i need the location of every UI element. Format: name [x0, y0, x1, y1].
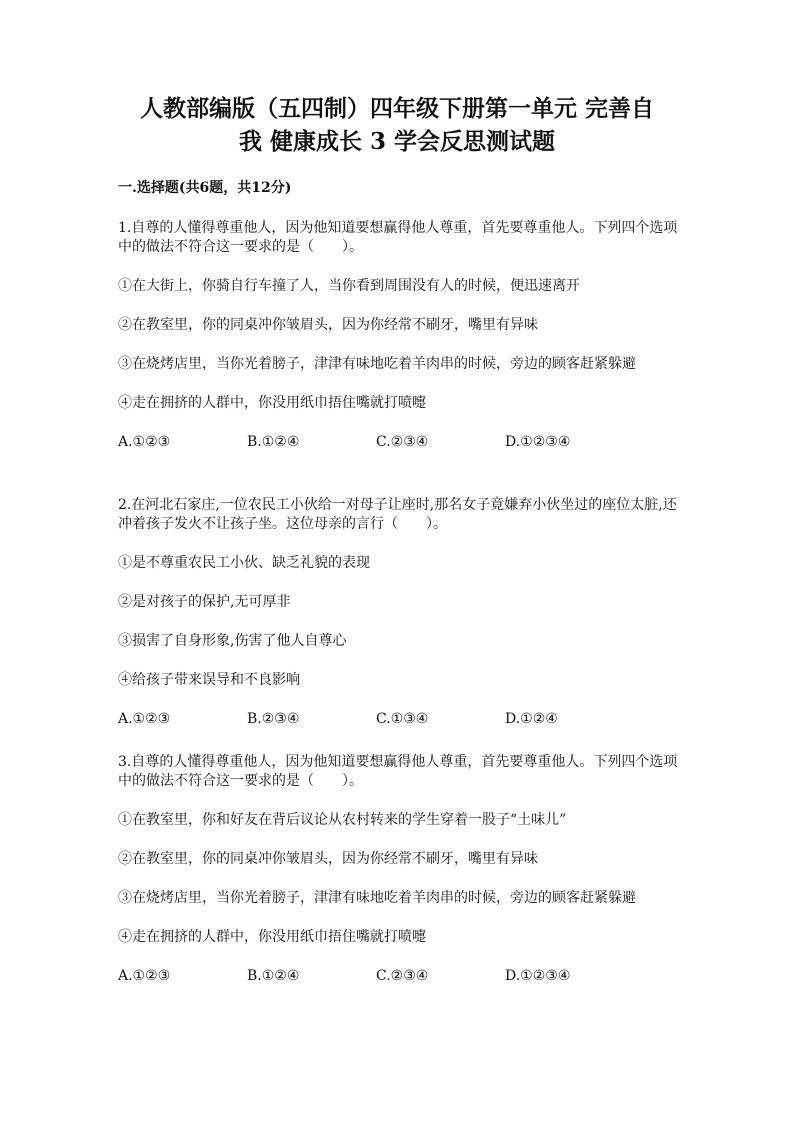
question-statement: ④走在拥挤的人群中，你没用纸巾捂住嘴就打喷嚏 [118, 395, 426, 411]
question-statement: ③在烧烤店里，当你光着膀子，津津有味地吃着羊肉串的时候，旁边的顾客赶紧躲避 [118, 356, 636, 372]
answer-option-d[interactable]: D.①②③④ [505, 434, 571, 450]
answer-option-b[interactable]: B.②③④ [247, 711, 300, 727]
answer-option-d[interactable]: D.①②③④ [505, 968, 571, 984]
section-heading: 一.选择题(共6题，共12分) [118, 180, 292, 196]
question-statement: ①在大街上，你骑自行车撞了人，当你看到周围没有人的时候，便迅速离开 [118, 278, 580, 294]
title-line-2: 我 健康成长 3 学会反思测试题 [238, 128, 556, 155]
question-statement: ④走在拥挤的人群中，你没用纸巾捂住嘴就打喷嚏 [118, 929, 426, 945]
answer-option-c[interactable]: C.②③④ [376, 434, 429, 450]
question-statement: ③损害了自身形象,伤害了他人自尊心 [118, 633, 347, 649]
question-stem: 2.在河北石家庄,一位农民工小伙给一对母子让座时,那名女子竟嫌弃小伙坐过的座位太脏,还冲着孩子发火不让孩子坐。这位母亲的言行（ ）。 [118, 497, 677, 532]
question-statement: ④给孩子带来误导和不良影响 [118, 672, 300, 688]
answer-option-d[interactable]: D.①②④ [505, 711, 558, 727]
answer-options [118, 433, 678, 452]
question-statement: ③在烧烤店里，当你光着膀子，津津有味地吃着羊肉串的时候，旁边的顾客赶紧躲避 [118, 890, 636, 906]
page-title [120, 92, 674, 158]
answer-options [118, 967, 678, 986]
question-statement: ①是不尊重农民工小伙、缺乏礼貌的表现 [118, 555, 370, 571]
answer-option-a[interactable]: A.①②③ [118, 711, 171, 727]
question-1 [118, 219, 678, 452]
question-stem: 1.自尊的人懂得尊重他人，因为他知道要想赢得他人尊重，首先要尊重他人。下列四个选项中的做法不符合这一要求的是（ ）。 [118, 220, 678, 255]
answer-option-b[interactable]: B.①②④ [247, 968, 300, 984]
answer-option-a[interactable]: A.①②③ [118, 968, 171, 984]
answer-options [118, 710, 678, 729]
question-2 [118, 496, 678, 729]
answer-option-c[interactable]: C.①③④ [376, 711, 429, 727]
answer-option-c[interactable]: C.②③④ [376, 968, 429, 984]
question-3 [118, 753, 678, 986]
question-statement: ②在教室里，你的同桌冲你皱眉头，因为你经常不刷牙，嘴里有异味 [118, 851, 538, 867]
answer-option-a[interactable]: A.①②③ [118, 434, 171, 450]
answer-option-b[interactable]: B.①②④ [247, 434, 300, 450]
question-statement: ①在教室里，你和好友在背后议论从农村转来的学生穿着一股子“土味儿” [118, 812, 567, 828]
question-stem: 3.自尊的人懂得尊重他人，因为他知道要想赢得他人尊重，首先要尊重他人。下列四个选项中的做法不符合这一要求的是（ ）。 [118, 754, 678, 789]
title-line-1: 人教部编版（五四制）四年级下册第一单元 完善自 [139, 95, 654, 122]
question-statement: ②是对孩子的保护,无可厚非 [118, 594, 291, 610]
question-statement: ②在教室里，你的同桌冲你皱眉头，因为你经常不刷牙，嘴里有异味 [118, 317, 538, 333]
